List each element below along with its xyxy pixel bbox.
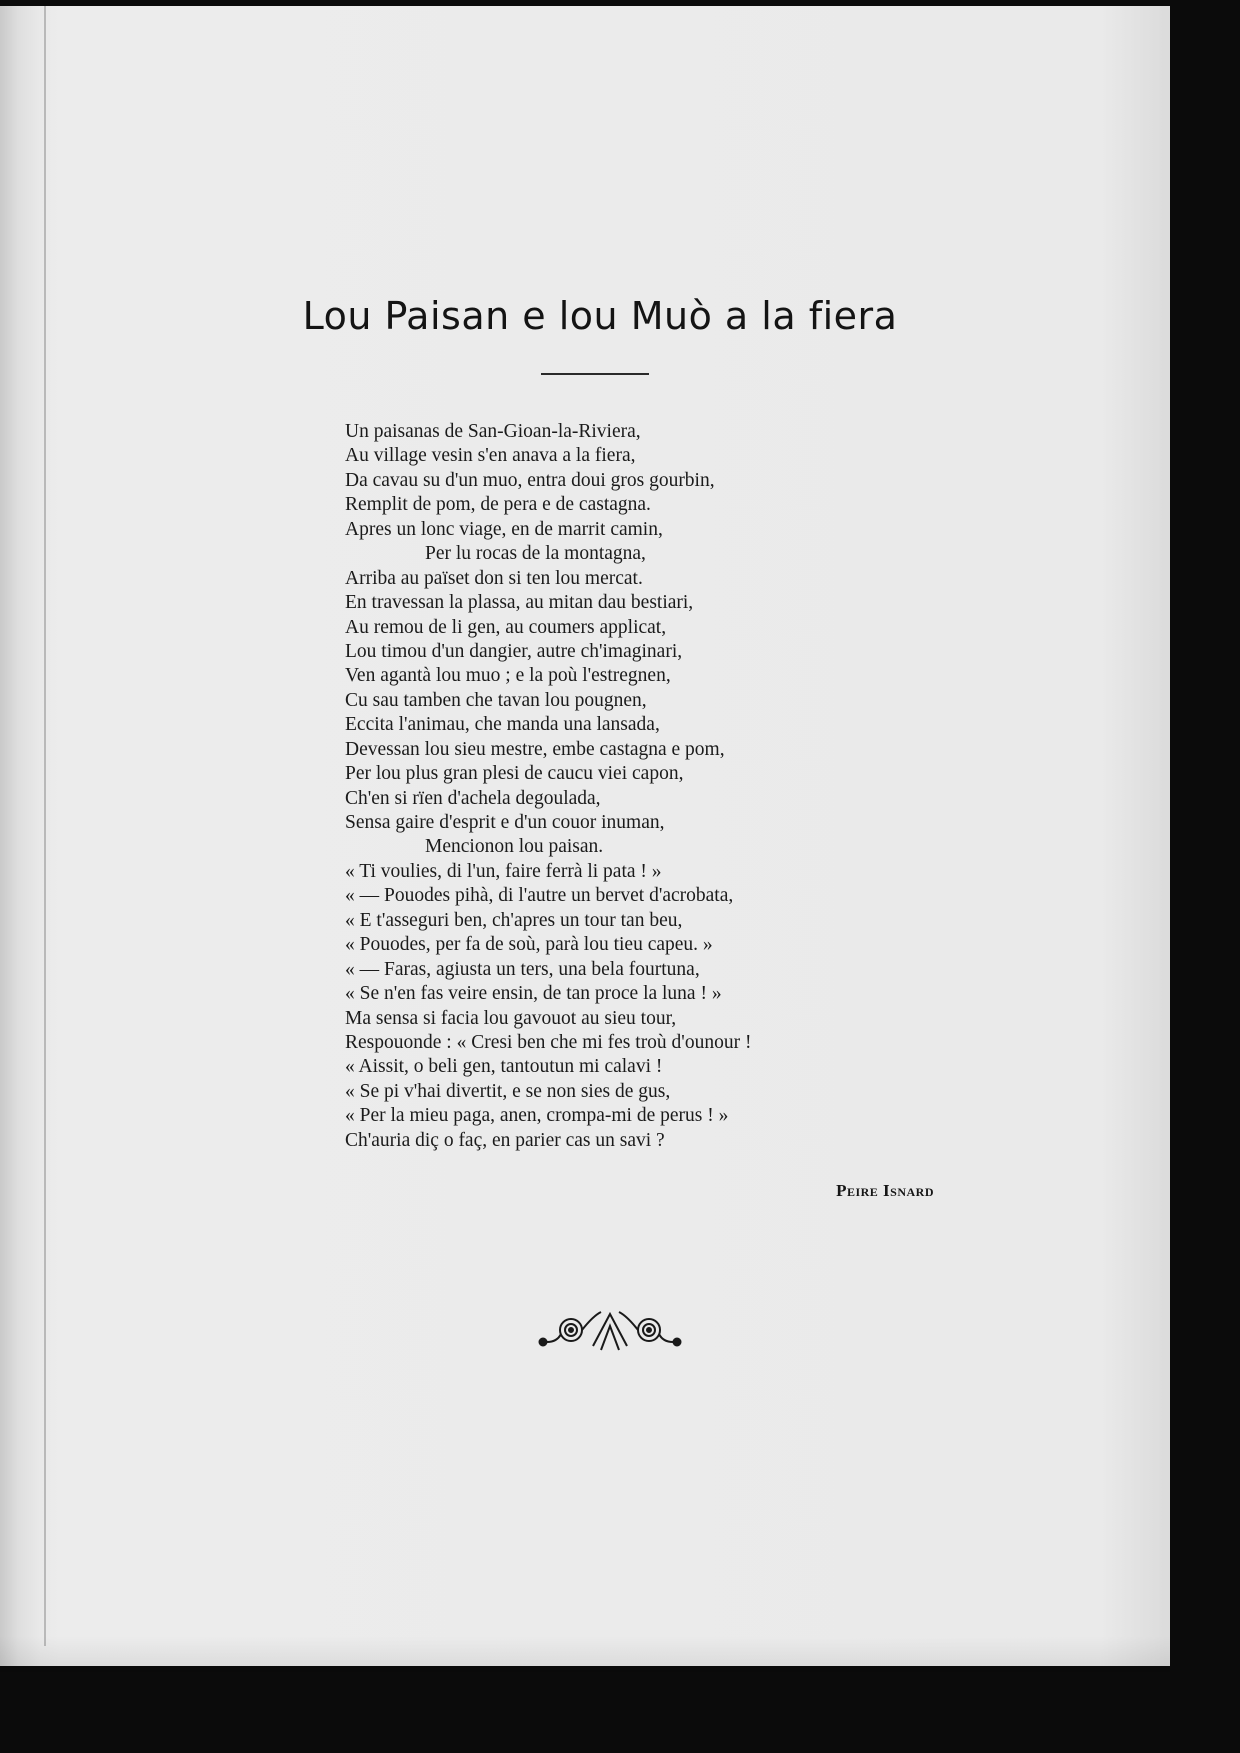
poem-line: « Se n'en fas veire ensin, de tan proce la luna ! » xyxy=(345,983,722,1005)
poem-line: « Se pi v'hai divertit, e se non sies de gus, xyxy=(345,1080,671,1102)
page-bottom-shadow xyxy=(0,1636,1170,1672)
poem-title: Lou Paisan e lou Muò a la fiera xyxy=(302,294,898,338)
poem-line: Mencionon lou paisan. xyxy=(425,836,604,858)
poem-line: Per lou plus gran plesi de caucu viei capon, xyxy=(345,763,684,785)
poem-body xyxy=(345,420,905,1153)
poem-line: « — Pouodes pihà, di l'autre un bervet d'acrobata, xyxy=(345,885,734,907)
poem-line: Apres un lonc viage, en de marrit camin, xyxy=(345,518,663,540)
binding-edge xyxy=(44,6,46,1646)
poem-line: Un paisanas de San-Gioan-la-Riviera, xyxy=(345,421,641,442)
scroll-flourish-icon xyxy=(535,1306,685,1356)
poem-line: Ven agantà lou muo ; e la poù l'estregnen, xyxy=(345,665,671,687)
poem-line: Respouonde : « Cresi ben che mi fes troù d'ounour ! xyxy=(345,1031,752,1053)
title-divider xyxy=(541,373,649,375)
poem-line: Remplit de pom, de pera e de castagna. xyxy=(345,494,651,516)
poem-line: Eccita l'animau, che manda una lansada, xyxy=(345,714,660,736)
poem-line: Arriba au païset don si ten lou mercat. xyxy=(345,567,643,589)
poem-line: Devessan lou sieu mestre, embe castagna e pom, xyxy=(345,738,725,760)
poem-line: En travessan la plassa, au mitan dau bestiari, xyxy=(345,592,694,614)
poem-line: « Per la mieu paga, anen, crompa-mi de perus ! » xyxy=(345,1105,729,1127)
poem-line: Per lu rocas de la montagna, xyxy=(425,543,646,565)
poem-line: « — Faras, agiusta un ters, una bela fourtuna, xyxy=(345,958,700,980)
poem-line: Ma sensa si facia lou gavouot au sieu tour, xyxy=(345,1007,677,1029)
poem-line: « E t'asseguri ben, ch'apres un tour tan beu, xyxy=(345,909,683,931)
poem-line: Sensa gaire d'esprit e d'un couor inuman, xyxy=(345,812,665,833)
poem-line: « Aissit, o beli gen, tantoutun mi calavi ! xyxy=(345,1056,663,1078)
poem-author: Peire Isnard xyxy=(836,1181,934,1200)
poem-line: Au village vesin s'en anava a la fiera, xyxy=(345,445,636,467)
poem-line: « Ti voulies, di l'un, faire ferrà li pata ! » xyxy=(345,860,662,882)
poem-line: Lou timou d'un dangier, autre ch'imaginari, xyxy=(345,640,683,662)
poem-line: Ch'en si rïen d'achela degoulada, xyxy=(345,787,601,809)
book-page xyxy=(0,6,1170,1666)
poem-line: « Pouodes, per fa de soù, parà lou tieu capeu. » xyxy=(345,934,713,956)
poem-line: Au remou de li gen, au coumers applicat, xyxy=(345,616,667,638)
poem-line: Cu sau tamben che tavan lou pougnen, xyxy=(345,689,647,711)
poem-line: Ch'auria diç o faç, en parier cas un savi ? xyxy=(345,1129,665,1151)
poem-line: Da cavau su d'un muo, entra doui gros gourbin, xyxy=(345,469,715,491)
